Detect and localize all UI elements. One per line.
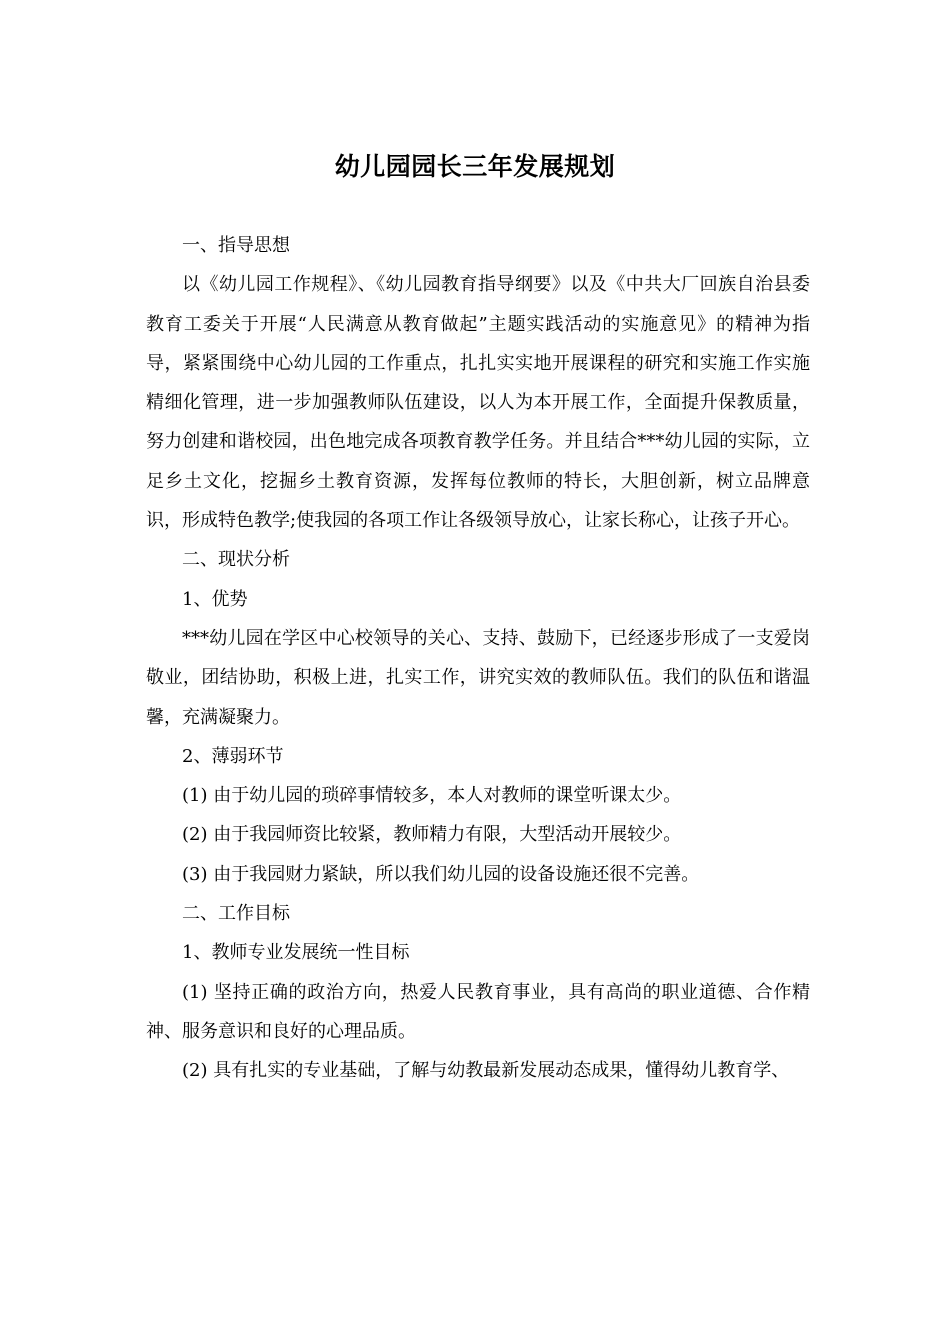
list-item-weakness-2: (2) 由于我园师资比较紧，教师精力有限，大型活动开展较少。 — [182, 824, 682, 846]
subheading-weaknesses: 2、薄弱环节 — [182, 745, 284, 767]
document-title: 幼儿园园长三年发展规划 — [334, 151, 616, 181]
section-heading-guiding-ideology: 一、指导思想 — [182, 235, 290, 256]
section-heading-work-goals: 二、工作目标 — [182, 903, 290, 925]
list-item-goal-1: (1) 坚持正确的政治方向，热爱人民教育事业，具有高尚的职业道德、合作精神、服务意识和良好的心理品质。 — [146, 981, 810, 1042]
paragraph-guiding-ideology: 以《幼儿园工作规程》、《幼儿园教育指导纲要》以及《中共大厂回族自治县委教育工委关于开展“人民满意从教育做起”主题实践活动的实施意见》的精神为指导，紧紧围绕中心幼儿园的工作重点，扎扎实实地开展课程的研究和实施工作实施精细化管理，进一步加强教师队伍建设，以人为本开展工作，全面提升保教质量，努力创建和谐校园，出色地完成各项教育教学任务。并且结合***幼儿园的实际，立足乡土文化，挖掘乡土教育资源，发挥每位教师的特长，大胆创新，树立品牌意识，形成特色教学;使我园的各项工作让各级领导放心，让家长称心，让孩子开心。 — [146, 274, 810, 532]
document-body — [146, 226, 810, 1091]
subheading-teacher-development: 1、教师专业发展统一性目标 — [182, 942, 410, 964]
subheading-advantages: 1、优势 — [182, 588, 248, 610]
list-item-goal-2: (2) 具有扎实的专业基础，了解与幼教最新发展动态成果，懂得幼儿教育学、 — [182, 1060, 790, 1082]
list-item-weakness-3: (3) 由于我园财力紧缺，所以我们幼儿园的设备设施还很不完善。 — [182, 863, 700, 885]
section-heading-status-analysis: 二、现状分析 — [182, 549, 290, 571]
list-item-weakness-1: (1) 由于幼儿园的琐碎事情较多，本人对教师的课堂听课太少。 — [182, 785, 682, 807]
paragraph-advantages: ***幼儿园在学区中心校领导的关心、支持、鼓励下，已经逐步形成了一支爱岗敬业，团结协助，积极上进，扎实工作，讲究实效的教师队伍。我们的队伍和谐温馨，充满凝聚力。 — [146, 627, 810, 728]
